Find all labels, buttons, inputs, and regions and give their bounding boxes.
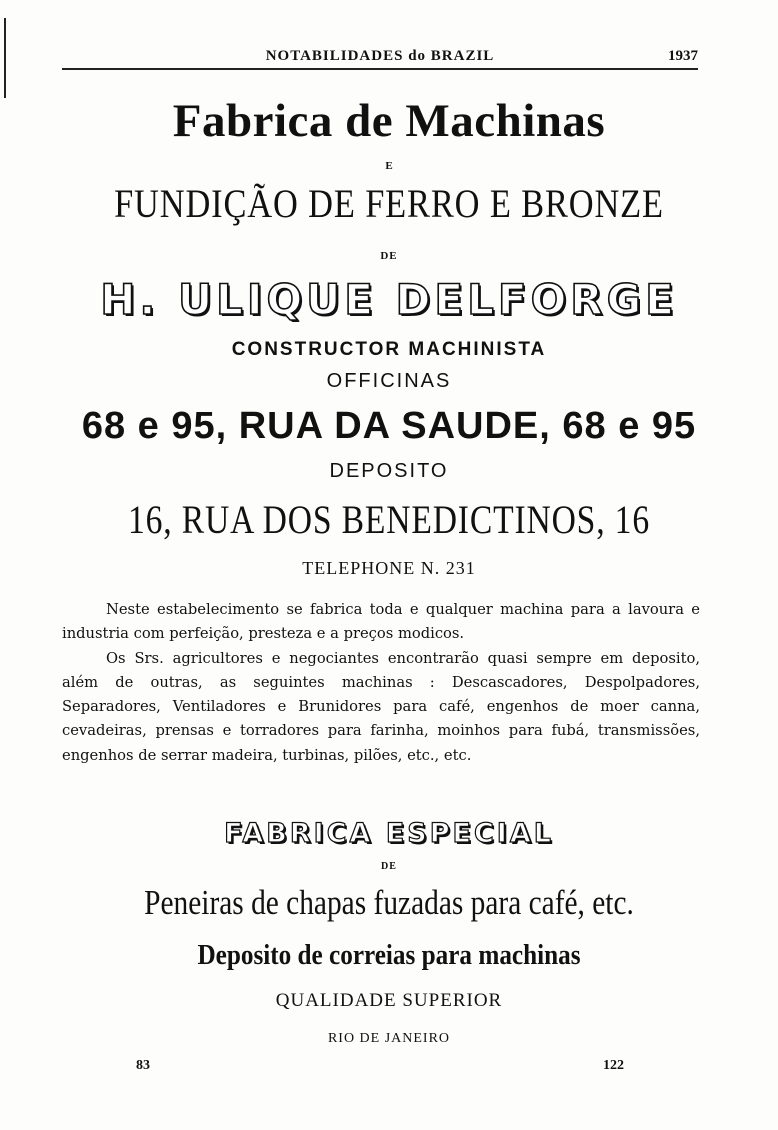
ad-body	[62, 598, 700, 768]
deposito-address: 16, RUA DOS BENEDICTINOS, 16	[128, 497, 650, 542]
ad-title: Fabrica de Machinas	[172, 95, 606, 147]
header-rule	[62, 68, 698, 71]
preposition-de: DE	[380, 250, 398, 262]
peneiras-line: Peneiras de chapas fuzadas para café, etc.	[144, 883, 634, 922]
running-header	[62, 44, 698, 70]
officinas-address: 68 e 95, RUA DA SAUDE, 68 e 95	[81, 405, 697, 447]
paragraph-stock: Os Srs. agricultores e negociantes encontrarão quasi sempre em deposito, além de outras, as seguintes machinas : Descascadores, Despolpadores, Separadores, Ventiladores e Brunidores para café, engenhos de moer canna, cevadeiras, prensas e torradores para farinha, moinhos para fubá, transmissões, engenhos de serrar madeira, turbinas, pilões, etc., etc.	[62, 649, 700, 764]
city-line: RIO DE JANEIRO	[327, 1031, 451, 1046]
especial-heading: FABRICA ESPECIAL	[224, 818, 554, 849]
qualidade-line: QUALIDADE SUPERIOR	[275, 990, 503, 1011]
officinas-label: OFFICINAS	[326, 370, 452, 392]
running-title: NOTABILIDADES do BRAZIL	[265, 48, 495, 64]
footer-number-right: 122	[603, 1058, 624, 1073]
scan-edge-mark	[4, 18, 6, 98]
preposition-de-2: DE	[381, 861, 397, 872]
ad-subtitle: FUNDIÇÃO DE FERRO E BRONZE	[114, 181, 664, 226]
deposito-label: DEPOSITO	[329, 460, 449, 482]
page-year: 1937	[668, 48, 698, 64]
telephone-number: TELEPHONE N. 231	[302, 558, 476, 578]
paragraph-fabrication: Neste estabelecimento se fabrica toda e qualquer machina para a lavoura e industria com perfeição, presteza e a preços modicos.	[62, 601, 700, 643]
owner-profession: CONSTRUCTOR MACHINISTA	[231, 339, 547, 360]
correias-line: Deposito de correias para machinas	[197, 940, 581, 971]
footer-number-left: 83	[136, 1058, 150, 1073]
conjunction-e: E	[385, 160, 393, 172]
owner-name: H. ULIQUE DELFORGE	[100, 275, 678, 324]
